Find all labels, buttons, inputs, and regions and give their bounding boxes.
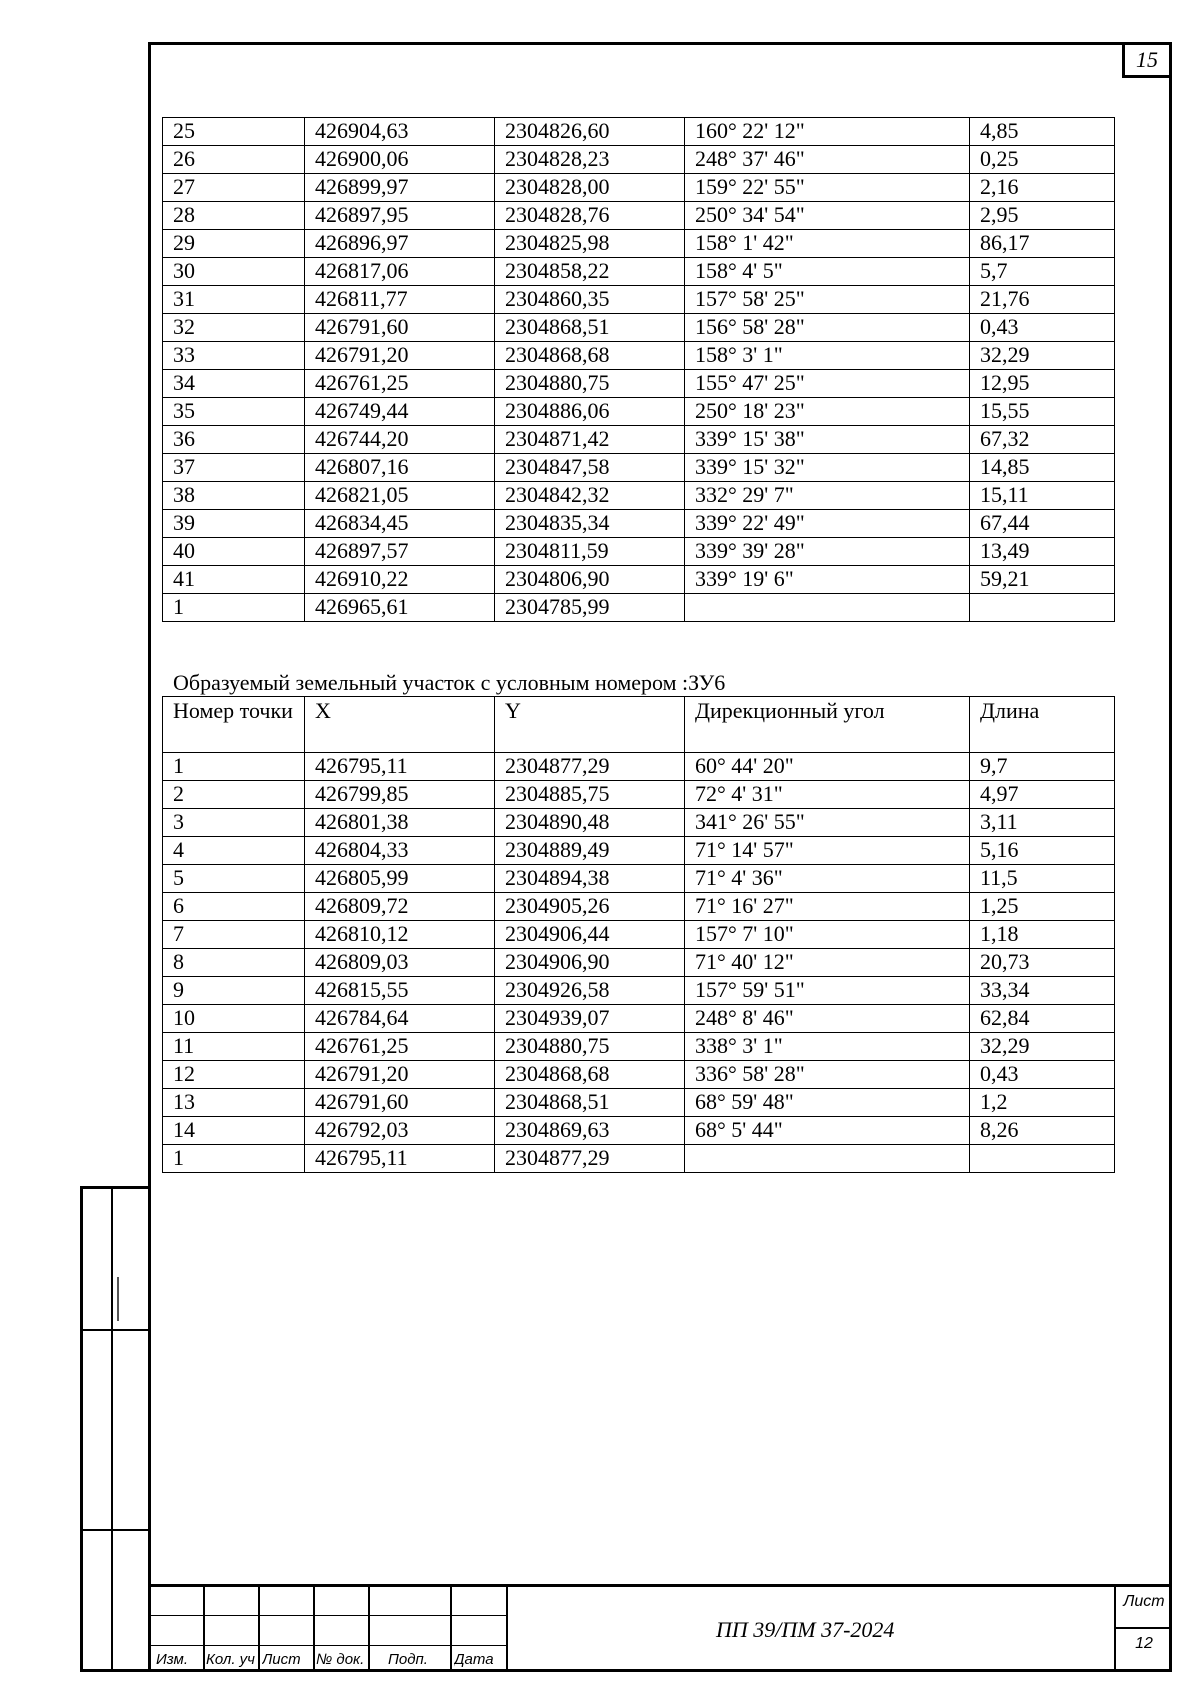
table-row — [163, 809, 1115, 837]
cell-length: 21,76 — [970, 286, 1115, 314]
cell-y: 2304869,63 — [495, 1117, 685, 1145]
cell-y: 2304871,42 — [495, 426, 685, 454]
cell-point-number: 11 — [163, 1033, 305, 1061]
table-row — [163, 286, 1115, 314]
cell-length: 0,43 — [970, 314, 1115, 342]
cell-y: 2304886,06 — [495, 398, 685, 426]
cell-x: 426834,45 — [305, 510, 495, 538]
cell-length: 1,18 — [970, 921, 1115, 949]
cell-length: 12,95 — [970, 370, 1115, 398]
cell-length: 32,29 — [970, 1033, 1115, 1061]
cell-direction-angle: 341° 26' 55" — [685, 809, 970, 837]
header-y: Y — [495, 697, 685, 753]
cell-x: 426805,99 — [305, 865, 495, 893]
cell-point-number: 1 — [163, 1145, 305, 1173]
cell-y: 2304889,49 — [495, 837, 685, 865]
header-direction-angle: Дирекционный угол — [685, 697, 970, 753]
cell-point-number: 7 — [163, 921, 305, 949]
cell-direction-angle: 60° 44' 20" — [685, 753, 970, 781]
cell-y: 2304905,26 — [495, 893, 685, 921]
cell-point-number: 35 — [163, 398, 305, 426]
cell-x: 426900,06 — [305, 146, 495, 174]
cell-y: 2304868,51 — [495, 314, 685, 342]
cell-direction-angle: 158° 3' 1" — [685, 342, 970, 370]
cell-length: 2,16 — [970, 174, 1115, 202]
stamp-label-qty: Кол. уч — [206, 1651, 255, 1668]
cell-y: 2304894,38 — [495, 865, 685, 893]
cell-direction-angle: 339° 15' 38" — [685, 426, 970, 454]
cell-length: 62,84 — [970, 1005, 1115, 1033]
header-point-number: Номер точки — [163, 697, 305, 753]
cell-x: 426821,05 — [305, 482, 495, 510]
cell-y: 2304785,99 — [495, 594, 685, 622]
cell-direction-angle: 248° 37' 46" — [685, 146, 970, 174]
cell-point-number: 9 — [163, 977, 305, 1005]
table-row — [163, 174, 1115, 202]
table-row — [163, 781, 1115, 809]
cell-direction-angle: 158° 4' 5" — [685, 258, 970, 286]
cell-y: 2304835,34 — [495, 510, 685, 538]
table-row — [163, 977, 1115, 1005]
cell-point-number: 28 — [163, 202, 305, 230]
cell-x: 426791,60 — [305, 1089, 495, 1117]
cell-length: 86,17 — [970, 230, 1115, 258]
cell-y: 2304868,68 — [495, 1061, 685, 1089]
coordinates-table-zu6-body — [163, 697, 1115, 1173]
cell-point-number: 40 — [163, 538, 305, 566]
table-row — [163, 482, 1115, 510]
coordinates-table-continued — [162, 117, 1115, 622]
cell-length: 0,43 — [970, 1061, 1115, 1089]
cell-length: 11,5 — [970, 865, 1115, 893]
cell-point-number: 12 — [163, 1061, 305, 1089]
stamp-label-signature: Подп. — [388, 1651, 428, 1668]
cell-point-number: 29 — [163, 230, 305, 258]
cell-length — [970, 1145, 1115, 1173]
table-row — [163, 230, 1115, 258]
table-row — [163, 538, 1115, 566]
cell-point-number: 31 — [163, 286, 305, 314]
cell-point-number: 26 — [163, 146, 305, 174]
cell-x: 426784,64 — [305, 1005, 495, 1033]
table-row — [163, 865, 1115, 893]
coordinates-table-zu6 — [162, 696, 1115, 1173]
cell-x: 426744,20 — [305, 426, 495, 454]
cell-point-number: 5 — [163, 865, 305, 893]
cell-direction-angle: 159° 22' 55" — [685, 174, 970, 202]
cell-direction-angle: 248° 8' 46" — [685, 1005, 970, 1033]
cell-x: 426809,72 — [305, 893, 495, 921]
cell-x: 426801,38 — [305, 809, 495, 837]
header-length: Длина — [970, 697, 1115, 753]
cell-y: 2304877,29 — [495, 1145, 685, 1173]
section-title-zu6: Образуемый земельный участок с условным номером :ЗУ6 — [173, 670, 726, 695]
cell-length: 0,25 — [970, 146, 1115, 174]
sheet-number: 12 — [1135, 1635, 1153, 1652]
cell-length: 15,55 — [970, 398, 1115, 426]
cell-length: 9,7 — [970, 753, 1115, 781]
coordinates-table-body — [163, 118, 1115, 622]
cell-point-number: 25 — [163, 118, 305, 146]
cell-y: 2304828,76 — [495, 202, 685, 230]
cell-point-number: 37 — [163, 454, 305, 482]
cell-y: 2304906,90 — [495, 949, 685, 977]
cell-point-number: 36 — [163, 426, 305, 454]
table-row — [163, 314, 1115, 342]
table-row — [163, 258, 1115, 286]
cell-x: 426896,97 — [305, 230, 495, 258]
cell-x: 426897,95 — [305, 202, 495, 230]
cell-point-number: 39 — [163, 510, 305, 538]
cell-length: 2,95 — [970, 202, 1115, 230]
table-row — [163, 837, 1115, 865]
cell-length: 67,32 — [970, 426, 1115, 454]
table-row — [163, 202, 1115, 230]
cell-direction-angle: 336° 58' 28" — [685, 1061, 970, 1089]
cell-y: 2304858,22 — [495, 258, 685, 286]
cell-point-number: 41 — [163, 566, 305, 594]
stamp-label-sheet: Лист — [262, 1651, 301, 1668]
cell-length: 20,73 — [970, 949, 1115, 977]
cell-y: 2304825,98 — [495, 230, 685, 258]
stamp-label-change: Изм. — [156, 1651, 188, 1668]
cell-y: 2304811,59 — [495, 538, 685, 566]
cell-y: 2304860,35 — [495, 286, 685, 314]
cell-y: 2304828,23 — [495, 146, 685, 174]
cell-y: 2304885,75 — [495, 781, 685, 809]
cell-direction-angle: 68° 59' 48" — [685, 1089, 970, 1117]
cell-x: 426761,25 — [305, 370, 495, 398]
cell-direction-angle: 157° 58' 25" — [685, 286, 970, 314]
table-row — [163, 370, 1115, 398]
table-row — [163, 1089, 1115, 1117]
table-row — [163, 1145, 1115, 1173]
cell-direction-angle — [685, 1145, 970, 1173]
cell-point-number: 38 — [163, 482, 305, 510]
cell-y: 2304868,51 — [495, 1089, 685, 1117]
cell-x: 426799,85 — [305, 781, 495, 809]
cell-x: 426795,11 — [305, 1145, 495, 1173]
cell-x: 426904,63 — [305, 118, 495, 146]
corner-page-number: 15 — [1122, 42, 1172, 78]
cell-length: 1,2 — [970, 1089, 1115, 1117]
cell-y: 2304826,60 — [495, 118, 685, 146]
cell-direction-angle: 339° 22' 49" — [685, 510, 970, 538]
cell-direction-angle: 71° 40' 12" — [685, 949, 970, 977]
cell-x: 426792,03 — [305, 1117, 495, 1145]
table-row — [163, 146, 1115, 174]
cell-direction-angle: 71° 4' 36" — [685, 865, 970, 893]
cell-direction-angle: 339° 15' 32" — [685, 454, 970, 482]
cell-y: 2304877,29 — [495, 753, 685, 781]
cell-x: 426815,55 — [305, 977, 495, 1005]
cell-x: 426899,97 — [305, 174, 495, 202]
cell-direction-angle: 339° 19' 6" — [685, 566, 970, 594]
table-row — [163, 398, 1115, 426]
cell-x: 426910,22 — [305, 566, 495, 594]
table-row — [163, 949, 1115, 977]
sheet-label: Лист — [1123, 1593, 1165, 1610]
cell-y: 2304926,58 — [495, 977, 685, 1005]
table-row — [163, 426, 1115, 454]
table-row — [163, 1061, 1115, 1089]
cell-x: 426809,03 — [305, 949, 495, 977]
cell-y: 2304880,75 — [495, 1033, 685, 1061]
cell-y: 2304880,75 — [495, 370, 685, 398]
title-block — [148, 1584, 1172, 1672]
cell-length — [970, 594, 1115, 622]
table-row — [163, 510, 1115, 538]
cell-point-number: 30 — [163, 258, 305, 286]
cell-direction-angle: 157° 7' 10" — [685, 921, 970, 949]
cell-point-number: 1 — [163, 753, 305, 781]
table-row — [163, 594, 1115, 622]
cell-length: 3,11 — [970, 809, 1115, 837]
cell-length: 4,85 — [970, 118, 1115, 146]
cell-length: 14,85 — [970, 454, 1115, 482]
cell-length: 67,44 — [970, 510, 1115, 538]
cell-direction-angle: 338° 3' 1" — [685, 1033, 970, 1061]
cell-y: 2304890,48 — [495, 809, 685, 837]
table-row — [163, 1033, 1115, 1061]
stamp-label-date: Дата — [454, 1651, 494, 1668]
cell-direction-angle — [685, 594, 970, 622]
cell-y: 2304906,44 — [495, 921, 685, 949]
cell-direction-angle: 250° 34' 54" — [685, 202, 970, 230]
cell-point-number: 32 — [163, 314, 305, 342]
cell-y: 2304868,68 — [495, 342, 685, 370]
cell-x: 426811,77 — [305, 286, 495, 314]
cell-x: 426817,06 — [305, 258, 495, 286]
cell-length: 15,11 — [970, 482, 1115, 510]
table-row — [163, 454, 1115, 482]
cell-point-number: 8 — [163, 949, 305, 977]
cell-x: 426791,20 — [305, 342, 495, 370]
cell-point-number: 33 — [163, 342, 305, 370]
table-row — [163, 893, 1115, 921]
cell-point-number: 1 — [163, 594, 305, 622]
cell-length: 59,21 — [970, 566, 1115, 594]
cell-direction-angle: 158° 1' 42" — [685, 230, 970, 258]
cell-point-number: 2 — [163, 781, 305, 809]
cell-direction-angle: 71° 16' 27" — [685, 893, 970, 921]
cell-direction-angle: 71° 14' 57" — [685, 837, 970, 865]
left-margin-strip — [80, 1186, 148, 1672]
cell-y: 2304828,00 — [495, 174, 685, 202]
header-x: X — [305, 697, 495, 753]
cell-point-number: 27 — [163, 174, 305, 202]
cell-direction-angle: 157° 59' 51" — [685, 977, 970, 1005]
cell-x: 426804,33 — [305, 837, 495, 865]
cell-direction-angle: 156° 58' 28" — [685, 314, 970, 342]
cell-y: 2304847,58 — [495, 454, 685, 482]
cell-length: 13,49 — [970, 538, 1115, 566]
cell-y: 2304939,07 — [495, 1005, 685, 1033]
cell-length: 8,26 — [970, 1117, 1115, 1145]
cell-direction-angle: 155° 47' 25" — [685, 370, 970, 398]
cell-x: 426791,20 — [305, 1061, 495, 1089]
cell-point-number: 14 — [163, 1117, 305, 1145]
cell-length: 5,7 — [970, 258, 1115, 286]
cell-x: 426761,25 — [305, 1033, 495, 1061]
cell-x: 426791,60 — [305, 314, 495, 342]
table-row — [163, 1117, 1115, 1145]
table-row — [163, 1005, 1115, 1033]
cell-x: 426807,16 — [305, 454, 495, 482]
cell-x: 426795,11 — [305, 753, 495, 781]
table-row — [163, 342, 1115, 370]
cell-direction-angle: 72° 4' 31" — [685, 781, 970, 809]
cell-point-number: 10 — [163, 1005, 305, 1033]
cell-length: 32,29 — [970, 342, 1115, 370]
table-row — [163, 566, 1115, 594]
cell-y: 2304806,90 — [495, 566, 685, 594]
cell-x: 426749,44 — [305, 398, 495, 426]
cell-direction-angle: 332° 29' 7" — [685, 482, 970, 510]
cell-x: 426897,57 — [305, 538, 495, 566]
table-row — [163, 921, 1115, 949]
cell-direction-angle: 250° 18' 23" — [685, 398, 970, 426]
cell-point-number: 3 — [163, 809, 305, 837]
cell-point-number: 6 — [163, 893, 305, 921]
cell-direction-angle: 160° 22' 12" — [685, 118, 970, 146]
cell-length: 1,25 — [970, 893, 1115, 921]
cell-point-number: 34 — [163, 370, 305, 398]
cell-length: 33,34 — [970, 977, 1115, 1005]
document-number: ПП 39/ПМ 37-2024 — [716, 1617, 895, 1642]
cell-direction-angle: 68° 5' 44" — [685, 1117, 970, 1145]
cell-point-number: 4 — [163, 837, 305, 865]
cell-y: 2304842,32 — [495, 482, 685, 510]
cell-x: 426810,12 — [305, 921, 495, 949]
table-header-row — [163, 697, 1115, 753]
table-row — [163, 753, 1115, 781]
cell-point-number: 13 — [163, 1089, 305, 1117]
cell-x: 426965,61 — [305, 594, 495, 622]
cell-direction-angle: 339° 39' 28" — [685, 538, 970, 566]
cell-length: 5,16 — [970, 837, 1115, 865]
stamp-label-doc-no: № док. — [316, 1651, 365, 1668]
cell-length: 4,97 — [970, 781, 1115, 809]
table-row — [163, 118, 1115, 146]
